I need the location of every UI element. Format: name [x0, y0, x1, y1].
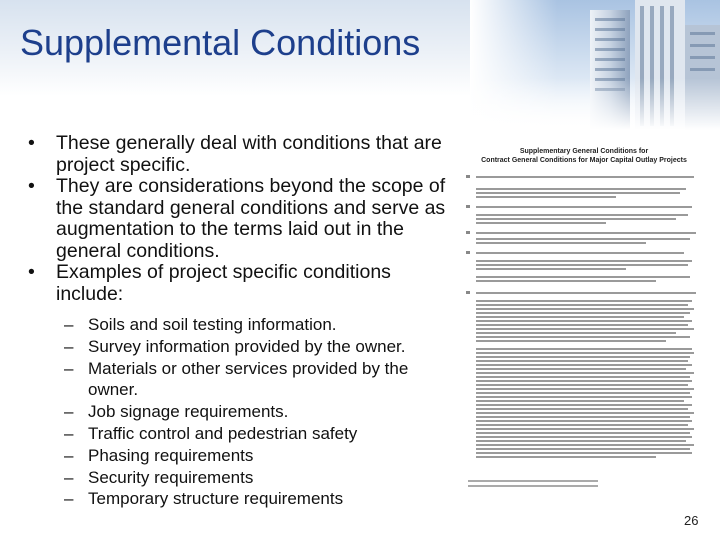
document-text-line — [476, 324, 688, 326]
document-title — [460, 148, 708, 165]
document-text-line — [476, 368, 686, 370]
document-footer-line — [468, 485, 598, 487]
slide-body — [28, 133, 448, 510]
document-text-line — [476, 348, 692, 350]
document-item-number — [466, 175, 470, 178]
dash-mark: – — [64, 445, 74, 465]
sub-bullet-text: Soils and soil testing information. — [88, 315, 337, 334]
page-number: 26 — [684, 513, 699, 528]
document-text-line — [476, 340, 666, 342]
sub-bullet-text: Security requirements — [88, 467, 254, 487]
sub-bullet-text: Traffic control and pedestrian safety — [88, 423, 358, 443]
document-text-line — [476, 440, 686, 442]
dash-mark: – — [64, 336, 74, 356]
document-text-line — [476, 372, 694, 374]
dash-mark: – — [64, 489, 74, 509]
document-text-line — [476, 352, 694, 354]
bullet-item — [28, 176, 448, 262]
document-text-line — [476, 416, 690, 418]
document-text-line — [476, 276, 690, 278]
document-text-line — [476, 448, 690, 450]
document-text-line — [476, 176, 694, 178]
slide-title: Supplemental Conditions — [20, 22, 421, 63]
document-text-line — [476, 232, 696, 234]
sub-bullet-text: Survey information provided by the owner. — [88, 336, 406, 356]
document-text-line — [476, 428, 694, 430]
bullet-text: Examples of project specific conditions include: — [56, 261, 391, 305]
document-text-line — [476, 364, 692, 366]
document-text-line — [476, 380, 692, 382]
document-text-line — [476, 376, 690, 378]
document-text-line — [476, 252, 684, 254]
document-text-line — [476, 192, 680, 194]
dash-mark: – — [64, 315, 74, 334]
document-text-line — [476, 308, 694, 310]
document-text-line — [476, 360, 688, 362]
document-text-line — [476, 280, 656, 282]
document-text-line — [476, 404, 692, 406]
sub-bullet-item — [64, 336, 448, 358]
document-text-line — [476, 384, 688, 386]
sub-bullet-text: Job signage requirements. — [88, 402, 289, 422]
document-text-line — [476, 408, 688, 410]
dash-mark: – — [64, 402, 74, 422]
bullet-item — [28, 133, 448, 176]
document-text-line — [476, 312, 690, 314]
document-text-line — [476, 196, 616, 198]
document-text-line — [476, 392, 690, 394]
bullet-text: These generally deal with conditions that are project specific. — [56, 132, 442, 176]
document-text-line — [476, 268, 626, 270]
sub-bullet-item — [64, 401, 448, 423]
document-text-line — [476, 260, 692, 262]
document-text-line — [476, 214, 688, 216]
document-title-line: Supplementary General Conditions for — [519, 148, 649, 155]
bullet-mark: • — [28, 175, 35, 197]
document-text-line — [476, 452, 692, 454]
sub-bullet-item — [64, 467, 448, 489]
document-item-number — [466, 231, 470, 234]
document-text-line — [476, 400, 684, 402]
document-item-number — [466, 291, 470, 294]
document-text-line — [476, 332, 676, 334]
sub-bullet-item — [64, 314, 448, 336]
building-image — [470, 0, 720, 130]
document-text-line — [476, 412, 694, 414]
sub-bullet-item — [64, 358, 448, 402]
dash-mark: – — [64, 467, 74, 487]
document-text-line — [476, 336, 690, 338]
document-text-line — [476, 356, 690, 358]
sub-bullet-item — [64, 423, 448, 445]
document-text-line — [476, 424, 688, 426]
sub-bullet-text: Materials or other services provided by the owner. — [88, 358, 409, 400]
document-thumbnail — [460, 140, 708, 500]
dash-mark: – — [64, 358, 74, 378]
document-footer-line — [468, 480, 598, 482]
document-text-line — [476, 388, 694, 390]
document-item-number — [466, 205, 470, 208]
bullet-item — [28, 262, 448, 305]
document-text-line — [476, 292, 696, 294]
document-text-line — [476, 436, 692, 438]
document-title-line: Contract General Conditions for Major Capital Outlay Projects — [481, 156, 687, 164]
document-text-line — [476, 328, 694, 330]
sub-bullet-item — [64, 445, 448, 467]
document-item-number — [466, 251, 470, 254]
sub-bullet-text: Temporary structure requirements — [88, 489, 344, 509]
document-text-line — [476, 444, 694, 446]
sub-bullet-list — [28, 314, 448, 510]
document-text-line — [476, 300, 692, 302]
document-text-line — [476, 206, 692, 208]
bullet-text: They are considerations beyond the scope of the standard general conditions and serve as augmentation to the terms laid out in the general conditions. — [56, 175, 446, 262]
document-text-line — [476, 456, 656, 458]
document-text-line — [476, 420, 692, 422]
document-text-line — [476, 264, 688, 266]
document-text-line — [476, 238, 690, 240]
document-text-line — [476, 304, 688, 306]
document-text-line — [476, 218, 676, 220]
bullet-mark: • — [28, 132, 35, 154]
sub-bullet-item — [64, 488, 448, 510]
document-text-line — [476, 316, 684, 318]
sub-bullet-text: Phasing requirements — [88, 445, 254, 465]
document-text-line — [476, 320, 692, 322]
document-text-line — [476, 188, 686, 190]
document-text-line — [476, 432, 690, 434]
bullet-mark: • — [28, 261, 35, 283]
document-text-line — [476, 242, 646, 244]
document-text-line — [476, 222, 606, 224]
dash-mark: – — [64, 423, 74, 443]
document-text-line — [476, 396, 692, 398]
